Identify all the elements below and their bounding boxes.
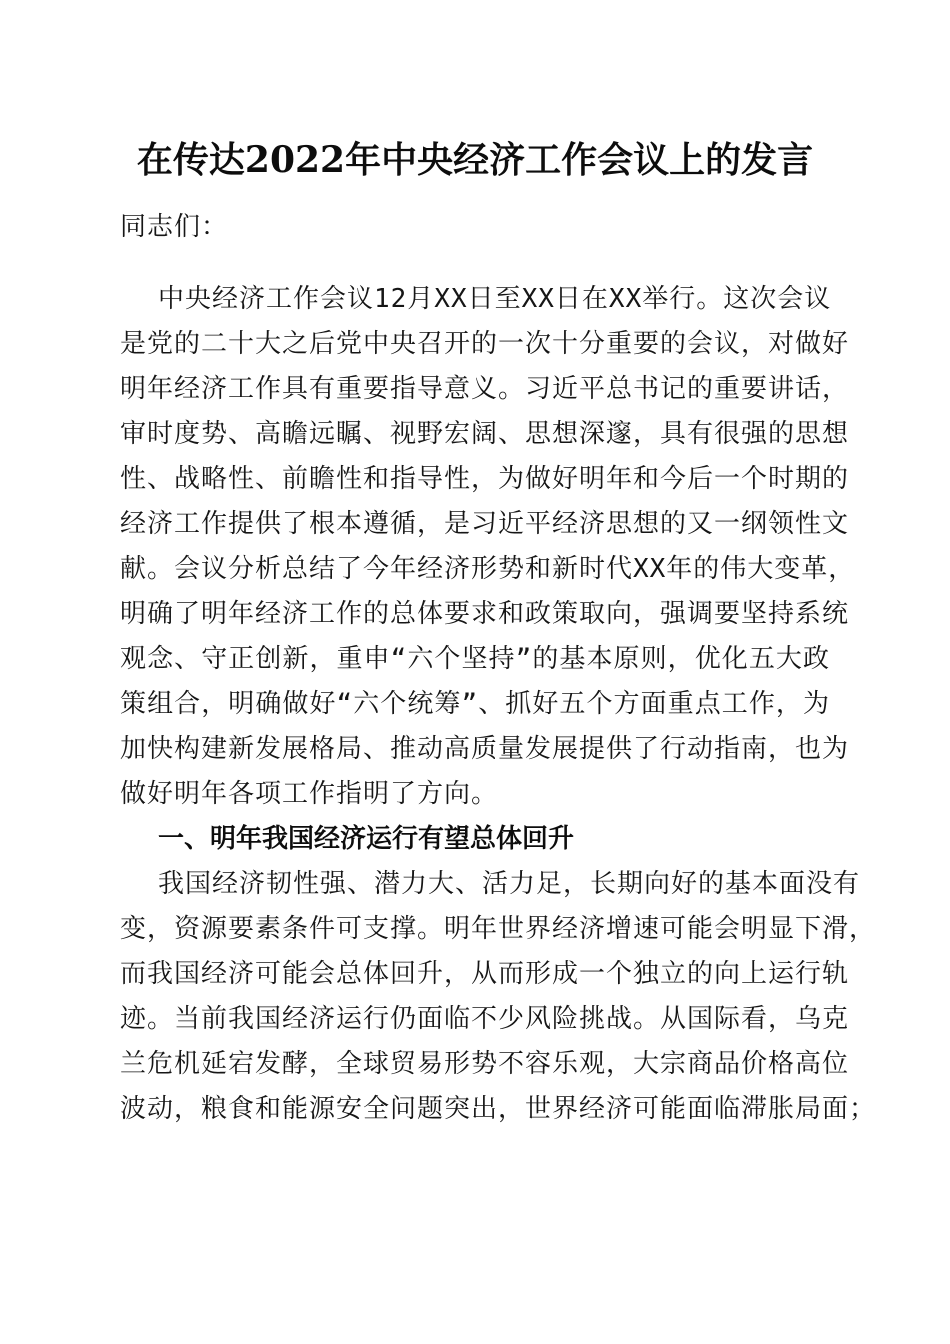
paragraph-line: 明确了明年经济工作的总体要求和政策取向，强调要坚持系统 (120, 599, 850, 629)
paragraph-line: 波动，粮食和能源安全问题突出，世界经济可能面临滞胀局面； (120, 1094, 877, 1124)
salutation: 同志们： (120, 212, 229, 242)
paragraph-line: 献。会议分析总结了今年经济形势和新时代XX年的伟大变革， (120, 554, 856, 584)
paragraph-line: 兰危机延宕发酵，全球贸易形势不容乐观，大宗商品价格高位 (120, 1049, 850, 1079)
paragraph-line: 变，资源要素条件可支撑。明年世界经济增速可能会明显下滑， (120, 914, 877, 944)
paragraph-line: 审时度势、高瞻远瞩、视野宏阔、思想深邃，具有很强的思想 (120, 419, 850, 449)
paragraph-line: 我国经济韧性强、潜力大、活力足，长期向好的基本面没有 (158, 869, 861, 899)
paragraph-line: 而我国经济可能会总体回升，从而形成一个独立的向上运行轨 (120, 959, 850, 989)
paragraph-line: 是党的二十大之后党中央召开的一次十分重要的会议，对做好 (120, 329, 850, 359)
paragraph-line: 加快构建新发展格局、推动高质量发展提供了行动指南，也为 (120, 734, 850, 764)
paragraph-line: 明年经济工作具有重要指导意义。习近平总书记的重要讲话， (120, 374, 850, 404)
paragraph-line: 迹。当前我国经济运行仍面临不少风险挑战。从国际看，乌克 (120, 1004, 850, 1034)
section-heading: 一、明年我国经济运行有望总体回升 (158, 824, 575, 854)
paragraph-line: 经济工作提供了根本遵循，是习近平经济思想的又一纲领性文 (120, 509, 850, 539)
document-title: 在传达2022年中央经济工作会议上的发言 (136, 139, 814, 181)
paragraph-line: 中央经济工作会议12月XX日至XX日在XX举行。这次会议 (158, 284, 832, 314)
paragraph-line: 观念、守正创新，重申“六个坚持”的基本原则，优化五大政 (120, 644, 830, 674)
paragraph-line: 做好明年各项工作指明了方向。 (120, 779, 499, 809)
paragraph-line: 性、战略性、前瞻性和指导性，为做好明年和今后一个时期的 (120, 464, 850, 494)
paragraph-line: 策组合，明确做好“六个统筹”、抓好五个方面重点工作，为 (120, 689, 830, 719)
